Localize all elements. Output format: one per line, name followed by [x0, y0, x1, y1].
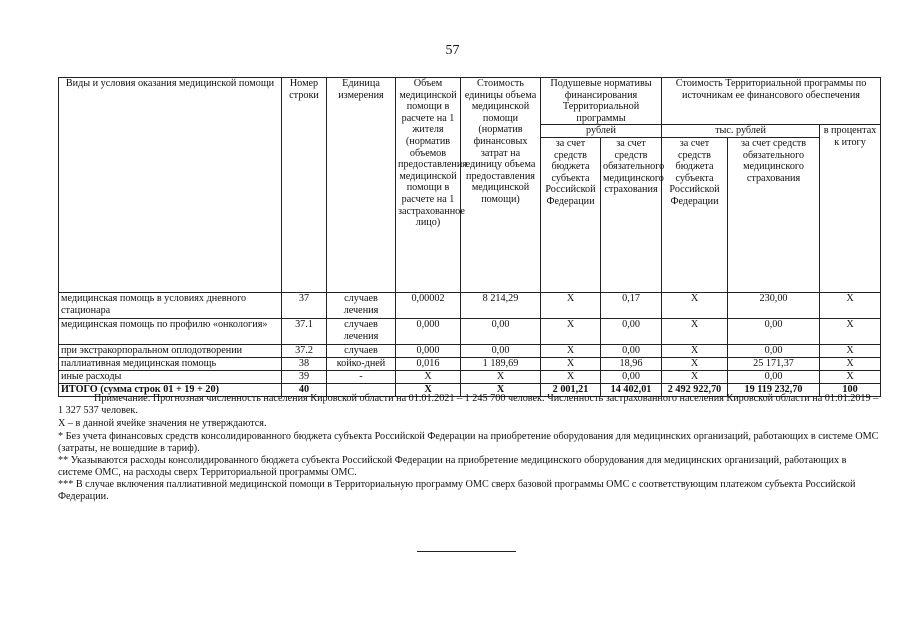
row-percent: 100 — [820, 383, 881, 396]
row-total-budget: X — [662, 370, 728, 383]
row-percent: X — [820, 318, 881, 344]
row-pc-budget: 2 001,21 — [541, 383, 601, 396]
row-number: 37.2 — [282, 344, 327, 357]
header-kind: Виды и условия оказания медицинской помощи — [59, 78, 282, 293]
note-population: Примечание. Прогнозная численность населения Кировской области на 01.01.2021 – 1 245 700 человек. Численность застрахованного населения Кировской области на 01.01.2019 – 1 327 537 человек. — [58, 393, 879, 416]
header-unit-rubles: рублей — [541, 125, 662, 138]
header-unit-thousand-rubles: тыс. рублей — [662, 125, 820, 138]
row-name: ИТОГО (сумма строк 01 + 19 + 20) — [59, 383, 282, 396]
financing-table — [58, 77, 881, 397]
table-row — [59, 357, 881, 370]
row-total-oms: 0,00 — [728, 318, 820, 344]
row-total-oms: 0,00 — [728, 370, 820, 383]
header-pc-oms: за счет средств обязательного медицинского страхования — [601, 137, 662, 292]
row-pc-oms: 14 402,01 — [601, 383, 662, 396]
row-total-oms: 0,00 — [728, 344, 820, 357]
row-pc-oms: 0,00 — [601, 318, 662, 344]
row-name: при экстракорпоральном оплодотворении — [59, 344, 282, 357]
row-volume: 0,000 — [396, 318, 461, 344]
row-total-oms: 230,00 — [728, 292, 820, 318]
note-x-legend: X – в данной ячейке значения не утверждаются. — [58, 418, 267, 429]
row-number: 40 — [282, 383, 327, 396]
table-row — [59, 344, 881, 357]
row-pc-oms: 18,96 — [601, 357, 662, 370]
note-footnote-1: * Без учета финансовых средств консолидированного бюджета субъекта Российской Федерации на приобретение оборудования для медицинских организаций, работающих в системе ОМС (затраты, не вошедшие в тариф). — [58, 431, 879, 454]
row-total-oms: 19 119 232,70 — [728, 383, 820, 396]
row-pc-oms: 0,00 — [601, 370, 662, 383]
row-number: 37 — [282, 292, 327, 318]
header-per-capita: Подушевые нормативы финансирования Территориальной программы — [541, 78, 662, 125]
row-cost: 0,00 — [461, 318, 541, 344]
table-row — [59, 370, 881, 383]
row-volume: X — [396, 383, 461, 396]
row-total-budget: X — [662, 292, 728, 318]
row-name: медицинская помощь в условиях дневного стационара — [59, 292, 282, 318]
row-percent: X — [820, 357, 881, 370]
row-volume: 0,000 — [396, 344, 461, 357]
row-name: иные расходы — [59, 370, 282, 383]
row-cost: X — [461, 370, 541, 383]
header-percent: в процентах к итогу — [820, 125, 881, 293]
row-volume: 0,016 — [396, 357, 461, 370]
header-pc-budget: за счет средств бюджета субъекта Российской Федерации — [541, 137, 601, 292]
row-cost: X — [461, 383, 541, 396]
row-name: паллиативная медицинская помощь — [59, 357, 282, 370]
row-pc-budget: X — [541, 344, 601, 357]
row-percent: X — [820, 344, 881, 357]
row-unit: случаев лечения — [327, 292, 396, 318]
row-number: 38 — [282, 357, 327, 370]
row-total-budget: X — [662, 344, 728, 357]
row-unit: случаев — [327, 344, 396, 357]
row-unit: койко-дней — [327, 357, 396, 370]
footer-rule — [417, 551, 516, 552]
row-percent: X — [820, 292, 881, 318]
row-pc-budget: X — [541, 318, 601, 344]
row-number: 37.1 — [282, 318, 327, 344]
row-pc-oms: 0,00 — [601, 344, 662, 357]
row-total-oms: 25 171,37 — [728, 357, 820, 370]
row-unit: - — [327, 370, 396, 383]
note-footnote-3: *** В случае включения паллиативной медицинской помощи в Территориальную программу ОМС сверх базовой программы ОМС с соответствующим платежом субъекта Российской Федерации. — [58, 479, 856, 502]
row-pc-budget: X — [541, 370, 601, 383]
header-program-cost: Стоимость Территориальной программы по источникам ее финансового обеспечения — [662, 78, 881, 125]
row-pc-oms: 0,17 — [601, 292, 662, 318]
row-cost: 0,00 — [461, 344, 541, 357]
table-row — [59, 292, 881, 318]
row-cost: 1 189,69 — [461, 357, 541, 370]
header-unit-cost: Стоимость единицы объема медицинской помощи (норматив финансовых затрат на единицу объема предоставления медицинской помощи) — [461, 78, 541, 293]
header-volume: Объем медицинской помощи в расчете на 1 жителя (норматив объемов предоставления медицинской помощи в расчете на 1 застрахованное лицо) — [396, 78, 461, 293]
row-pc-budget: X — [541, 357, 601, 370]
header-total-budget: за счет средств бюджета субъекта Российской Федерации — [662, 137, 728, 292]
note-footnote-2: ** Указываются расходы консолидированного бюджета субъекта Российской Федерации на приобретение медицинского оборудования для медицинских организаций, работающих в системе ОМС, на расходы сверх Территориальной программы ОМС. — [58, 455, 847, 478]
row-volume: X — [396, 370, 461, 383]
table-row — [59, 318, 881, 344]
row-pc-budget: X — [541, 292, 601, 318]
row-volume: 0,00002 — [396, 292, 461, 318]
header-row-number: Номер строки — [282, 78, 327, 293]
page-number: 57 — [445, 43, 460, 58]
row-percent: X — [820, 370, 881, 383]
row-total-budget: 2 492 922,70 — [662, 383, 728, 396]
row-name: медицинская помощь по профилю «онкология» — [59, 318, 282, 344]
row-number: 39 — [282, 370, 327, 383]
row-total-budget: X — [662, 357, 728, 370]
header-total-oms: за счет средств обязательного медицинского страхования — [728, 137, 820, 292]
header-unit: Единица измерения — [327, 78, 396, 293]
row-unit: случаев лечения — [327, 318, 396, 344]
row-cost: 8 214,29 — [461, 292, 541, 318]
row-total-budget: X — [662, 318, 728, 344]
